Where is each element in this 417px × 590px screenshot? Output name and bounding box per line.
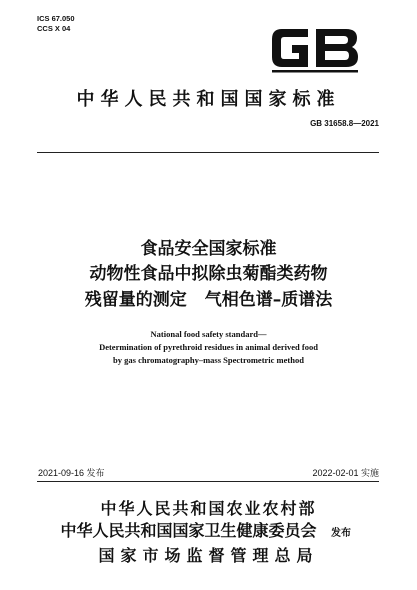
ics-code: ICS 67.050 <box>37 14 75 23</box>
issuer-health-commission: 中华人民共和国国家卫生健康委员会 <box>60 521 317 540</box>
title-en-line2: Determination of pyrethroid residues in animal derived food <box>99 342 318 352</box>
title-en-line3: by gas chromatography–mass Spectrometric method <box>113 355 304 365</box>
standard-type: 中华人民共和国国家标准 <box>76 89 341 110</box>
ccs-code: CCS X 04 <box>37 24 71 33</box>
gb-logo-g <box>272 29 308 67</box>
gb-logo <box>268 23 362 73</box>
standard-number: GB 31658.8—2021 <box>310 119 379 128</box>
top-divider <box>37 152 379 153</box>
publish-date: 2021-09-16 发布 <box>38 468 105 478</box>
publish-label: 发布 <box>331 528 351 539</box>
title-en-line1: National food safety standard— <box>150 329 267 339</box>
issuer-market-regulation: 国家市场监督管理总局 <box>98 546 319 565</box>
title-zh-line1: 食品安全国家标准 <box>140 239 277 259</box>
classification-codes <box>37 14 75 34</box>
implement-date: 2022-02-01 实施 <box>312 468 379 478</box>
gb-logo-b <box>316 29 358 67</box>
title-zh-line3-b: 气相色谱–质谱法 <box>204 290 333 310</box>
title-zh-line3 <box>0 285 417 310</box>
title-zh-line3-a: 残留量的测定 <box>84 290 187 310</box>
issuer-ministry-agriculture: 中华人民共和国农业农村部 <box>100 499 317 518</box>
bottom-divider <box>37 481 379 482</box>
title-zh-line2: 动物性食品中拟除虫菊酯类药物 <box>89 264 328 284</box>
